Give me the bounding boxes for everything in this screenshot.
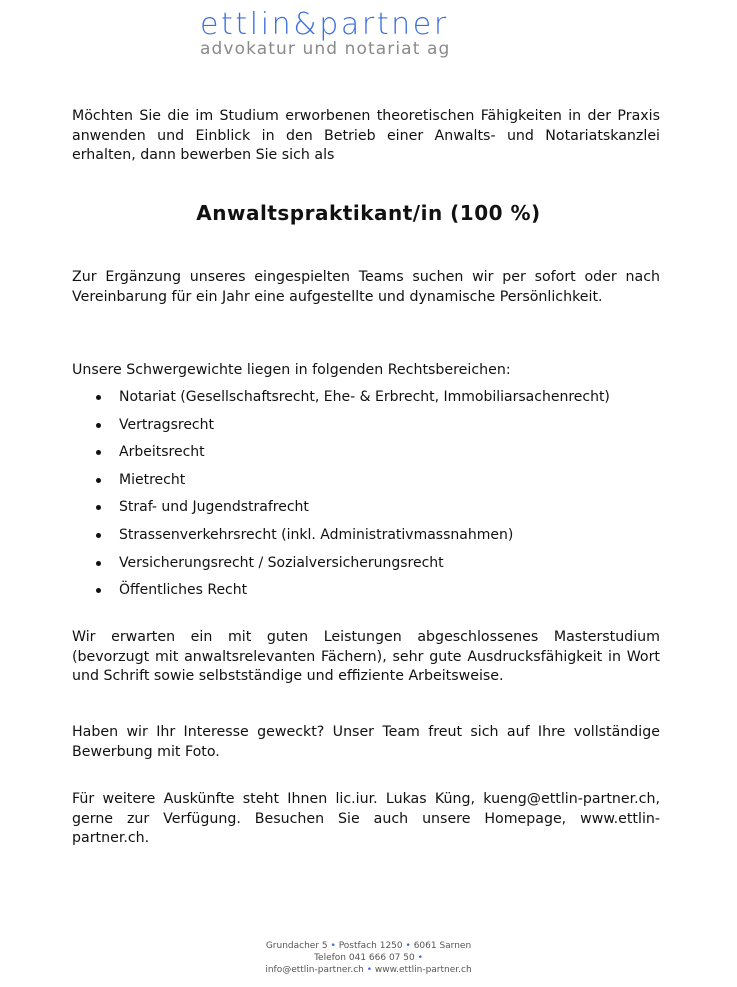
team-paragraph-block	[72, 268, 660, 307]
bullet-icon	[96, 533, 101, 538]
areas-intro-block	[72, 361, 660, 381]
list-item-label: Arbeitsrecht	[119, 444, 205, 461]
list-item-label: Notariat (Gesellschaftsrecht, Ehe- & Erbrecht, Immobiliarsachenrecht)	[119, 389, 610, 405]
footer-address: Grundacher 5	[265, 941, 328, 951]
separator-dot: •	[417, 953, 423, 963]
list-item	[96, 440, 610, 468]
bullet-icon	[96, 478, 101, 483]
separator-dot: •	[405, 941, 411, 951]
bullet-icon	[96, 423, 101, 428]
list-item-label: Vertragsrecht	[119, 416, 214, 433]
footer-web[interactable]: www.ettlin-partner.ch	[374, 965, 472, 975]
list-item-label: Öffentliches Recht	[119, 582, 248, 599]
logo-wordmark: ettlin&partner	[200, 7, 449, 42]
bullet-icon	[96, 395, 101, 400]
separator-dot: •	[366, 965, 373, 975]
areas-intro: Unsere Schwergewichte liegen in folgenden Rechtsbereichen:	[72, 362, 511, 378]
list-item-label: Strassenverkehrsrecht (inkl. Administrativmassnahmen)	[119, 526, 514, 543]
list-item	[96, 385, 610, 413]
job-title: Anwaltspraktikant/in (100 %)	[196, 201, 541, 225]
bullet-icon	[96, 450, 101, 455]
bullet-icon	[96, 588, 101, 593]
intro-paragraph-block	[72, 107, 660, 166]
footer-phone: Telefon 041 666 07 50	[314, 953, 415, 963]
bullet-icon	[96, 561, 101, 566]
footer-line-address	[0, 940, 737, 952]
contact-block	[72, 790, 660, 849]
footer-line-phone	[0, 952, 737, 964]
list-item	[96, 468, 610, 496]
list-item	[96, 551, 610, 579]
company-logo	[200, 8, 530, 59]
separator-dot: •	[330, 941, 336, 951]
expectations-block	[72, 628, 660, 687]
intro-paragraph: Möchten Sie die im Studium erworbenen theoretischen Fähigkeiten in der Praxis anwenden und Einblick in den Betrieb einer Anwalts- und Notariatskanzlei erhalten, dann bewerben Sie sich als	[72, 108, 660, 163]
list-item	[96, 495, 610, 523]
practice-areas-list	[96, 385, 610, 606]
interest-paragraph: Haben wir Ihr Interesse geweckt? Unser Team freut sich auf Ihre vollständige Bewerbung mit Foto.	[72, 724, 660, 760]
list-item	[96, 578, 610, 606]
bullet-icon	[96, 505, 101, 510]
footer-city: 6061 Sarnen	[413, 941, 472, 951]
interest-block	[72, 723, 660, 762]
logo-tagline: advokatur und notariat ag	[200, 39, 451, 59]
list-item-label: Mietrecht	[119, 471, 186, 488]
page-footer	[0, 940, 737, 976]
footer-line-web	[0, 964, 737, 976]
contact-paragraph: Für weitere Auskünfte steht Ihnen lic.iur. Lukas Küng, kueng@ettlin-partner.ch, gerne zur Verfügung. Besuchen Sie auch unsere Homepage, www.ettlin-partner.ch.	[72, 791, 660, 846]
footer-postfach: Postfach 1250	[338, 941, 403, 951]
footer-email[interactable]: info@ettlin-partner.ch	[265, 965, 364, 975]
expectations-paragraph: Wir erwarten ein mit guten Leistungen abgeschlossenes Masterstudium (bevorzugt mit anwaltsrelevanten Fächern), sehr gute Ausdrucksfähigkeit in Wort und Schrift sowie selbstständige und effiziente Arbeitsweise.	[72, 629, 660, 684]
team-paragraph: Zur Ergänzung unseres eingespielten Teams suchen wir per sofort oder nach Vereinbarung für ein Jahr eine aufgestellte und dynamische Persönlichkeit.	[72, 269, 660, 305]
list-item	[96, 523, 610, 551]
list-item	[96, 413, 610, 441]
list-item-label: Straf- und Jugendstrafrecht	[119, 499, 309, 516]
list-item-label: Versicherungsrecht / Sozialversicherungsrecht	[119, 554, 444, 571]
